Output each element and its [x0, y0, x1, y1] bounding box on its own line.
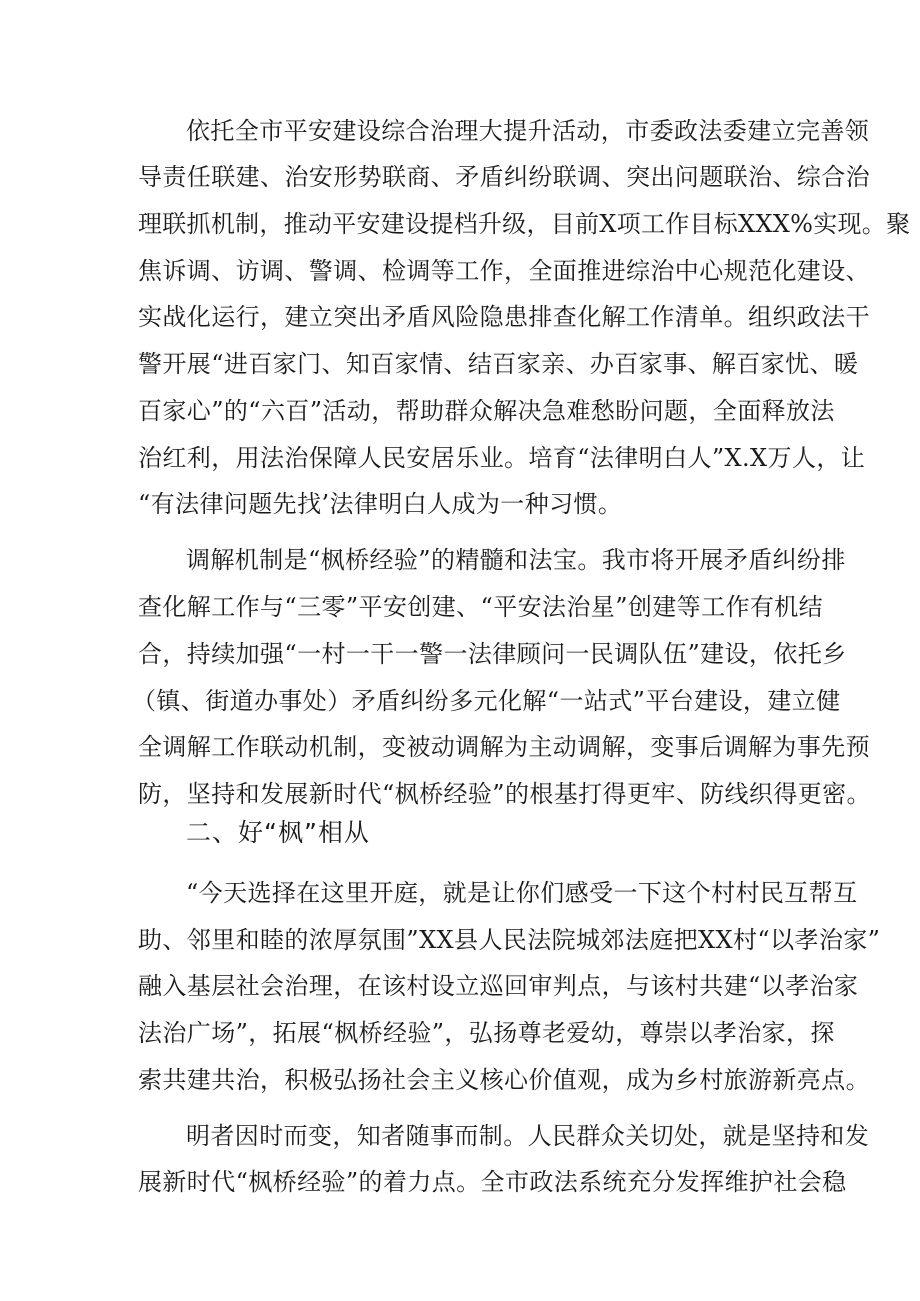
paragraph-line: 焦诉调、访调、警调、检调等工作，全面推进综治中心规范化建设、 [138, 257, 870, 285]
paragraph-line: 防，坚持和发展新时代“枫桥经验”的根基打得更牢、防线织得更密。 [138, 780, 871, 808]
paragraph-line: 融入基层社会治理，在该村设立巡回审判点，与该村共建“以孝治家 [138, 972, 859, 1000]
paragraph-line: 法治广场”，拓展“枫桥经验”，弘扬尊老爱幼，尊崇以孝治家，探 [138, 1019, 835, 1047]
paragraph-line: 查化解工作与“三零”平安创建、“平安法治星”创建等工作有机结 [138, 593, 824, 621]
paragraph-line: 全调解工作联动机制，变被动调解为主动调解，变事后调解为事先预 [138, 733, 870, 761]
paragraph-line: 依托全市平安建设综合治理大提升活动，市委政法委建立完善领 [186, 117, 870, 145]
paragraph-line: “今天选择在这里开庭，就是让你们感受一下这个村村民互帮互 [186, 879, 858, 907]
paragraph-line: 警开展“进百家门、知百家情、结百家亲、办百家事、解百家忧、暖 [138, 350, 859, 378]
paragraph-line: 治红利，用法治保障人民安居乐业。培育“法律明白人”X.X万人，让 [138, 444, 866, 472]
paragraph-line: 理联抓机制，推动平安建设提档升级，目前X项工作目标XXX%实现。聚 [138, 210, 911, 238]
paragraph-line: 导责任联建、治安形势联商、矛盾纠纷联调、突出问题联治、综合治 [138, 163, 870, 191]
paragraph-line: 索共建共治，积极弘扬社会主义核心价值观，成为乡村旅游新亮点。 [138, 1066, 870, 1094]
paragraph-line: 实战化运行，建立突出矛盾风险隐患排查化解工作清单。组织政法干 [138, 303, 870, 331]
paragraph-line: 合，持续加强“一村一干一警一法律顾问一民调队伍”建设，依托乡 [138, 640, 847, 668]
paragraph-line: 调解机制是“枫桥经验”的精髓和法宝。我市将开展矛盾纠纷排 [186, 546, 846, 574]
paragraph-line: 展新时代“枫桥经验”的着力点。全市政法系统充分发挥维护社会稳 [138, 1168, 847, 1196]
paragraph-line: 百家心”的“六百”活动，帮助群众解决急难愁盼问题，全面释放法 [138, 397, 835, 425]
paragraph-line: 明者因时而变，知者随事而制。人民群众关切处，就是坚持和发 [186, 1122, 870, 1150]
paragraph-line: “有法律问题先找’法律明白人成为一种习惯。 [138, 490, 623, 518]
paragraph-line: 助、邻里和睦的浓厚氛围”XX县人民法院城郊法庭把XX村“以孝治家” [138, 926, 881, 954]
paragraph-line: （镇、街道办事处）矛盾纠纷多元化解“一站式”平台建设，建立健 [132, 687, 841, 715]
section-heading: 二、好“枫”相从 [186, 818, 370, 847]
